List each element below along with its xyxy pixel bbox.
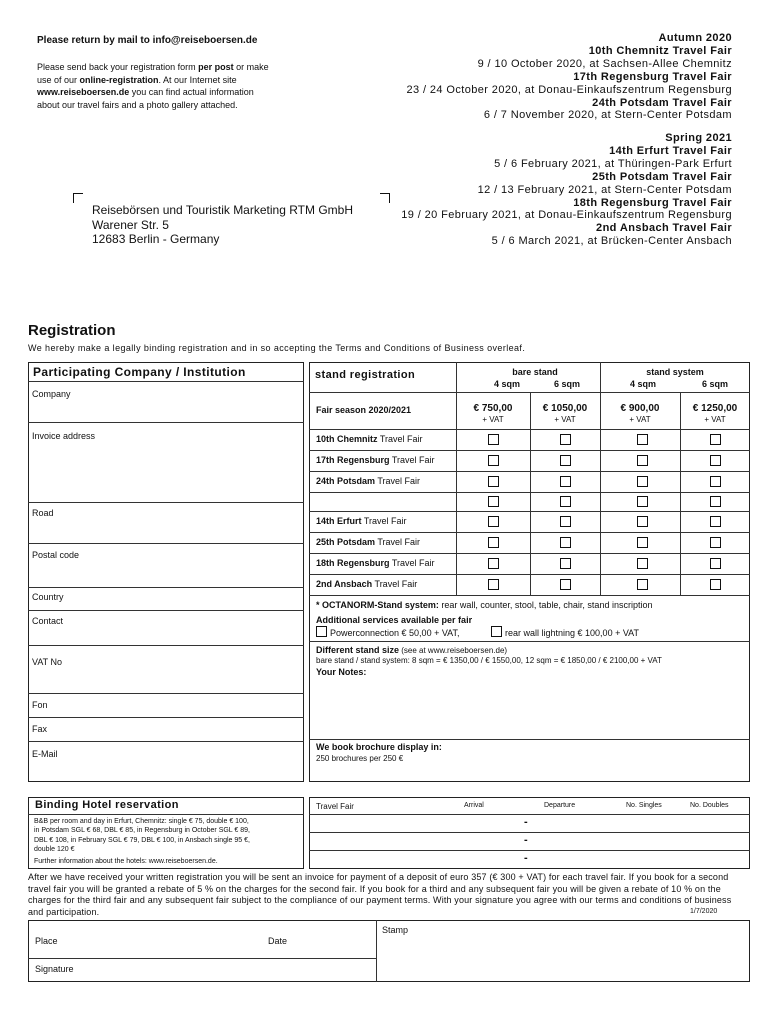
stand-checkbox[interactable] <box>710 579 721 590</box>
spring-title: Spring 2021 <box>665 132 732 144</box>
stand-checkbox[interactable] <box>710 455 721 466</box>
hotel-title: Binding Hotel reservation <box>35 799 179 811</box>
fair-season-label: Fair season 2020/2021 <box>316 405 412 415</box>
hotel-row-dash[interactable]: - <box>524 852 528 864</box>
stand-checkbox[interactable] <box>637 579 648 590</box>
stand-checkbox[interactable] <box>560 579 571 590</box>
stand-checkbox[interactable] <box>637 455 648 466</box>
fair-row-label: 24th Potsdam Travel Fair <box>316 476 421 486</box>
stand-checkbox[interactable] <box>560 455 571 466</box>
stand-checkbox[interactable] <box>488 476 499 487</box>
stand-checkbox[interactable] <box>637 434 648 445</box>
vat-no-field[interactable]: VAT No <box>32 657 63 667</box>
schedule-autumn: Autumn 2020 10th Chemnitz Travel Fair 9 / 10 October 2020, at Sachsen-Allee Chemnitz 17th Regensburg Travel Fair 23 / 24 October 2020, at Donau-Einkaufszentrum Regensburg 24th Potsdam Travel Fair 6 / 7 November 2020, at Stern-Center Potsdam <box>352 32 732 122</box>
stand-checkbox[interactable] <box>710 516 721 527</box>
stand-checkbox[interactable] <box>488 455 499 466</box>
hotel-row-dash[interactable]: - <box>524 816 528 828</box>
brochure-display-title: We book brochure display in: <box>316 742 442 752</box>
return-instruction: Please return by mail to info@reiseboersen.de <box>37 35 258 46</box>
stand-checkbox[interactable] <box>710 434 721 445</box>
window-corner-right <box>380 193 390 203</box>
road-field[interactable]: Road <box>32 508 54 518</box>
octanorm-note: * OCTANORM-Stand system: rear wall, counter, stool, table, chair, stand inscription <box>316 600 653 610</box>
rear-wall-lighting-checkbox[interactable] <box>491 626 502 637</box>
place-field[interactable]: Place <box>35 936 58 946</box>
stand-checkbox[interactable] <box>637 537 648 548</box>
fair-row-label: 14th Erfurt Travel Fair <box>316 516 407 526</box>
invoice-address-field[interactable]: Invoice address <box>32 431 96 441</box>
country-field[interactable]: Country <box>32 592 64 602</box>
stand-checkbox[interactable] <box>710 476 721 487</box>
form-date-code: 1/7/2020 <box>690 908 718 915</box>
additional-services-title: Additional services available per fair <box>316 615 473 625</box>
stand-checkbox[interactable] <box>637 496 648 507</box>
fair-row-label: 2nd Ansbach Travel Fair <box>316 579 418 589</box>
fair-row-label: 10th Chemnitz Travel Fair <box>316 434 423 444</box>
date-field[interactable]: Date <box>268 936 288 946</box>
stand-checkbox[interactable] <box>637 476 648 487</box>
price-system-6: € 1250,00 + VAT <box>692 403 738 424</box>
autumn-title: Autumn 2020 <box>658 32 732 44</box>
payment-terms-text: After we have received your written registration you will be sent an invoice for payment of a deposit of euro 357 (€ 300 + VAT) for each travel fair. If you book for a second travel fair you will be granted a rebate of 5 % on the charges for the second fair. If you book for a third and any subsequent fair you will be given a rebate of 10 % on the charges for the third fair and any subsequent fair subject to the compliance of our payment terms. With your signature you agree with our terms and conditions of business and participation. <box>28 872 732 917</box>
price-bare-4: € 750,00 + VAT <box>473 403 513 424</box>
schedule-spring: Spring 2021 14th Erfurt Travel Fair 5 / 6 February 2021, at Thüringen-Park Erfurt 25th Potsdam Travel Fair 12 / 13 February 2021, at Stern-Center Potsdam 18th Regensburg Travel Fair 19 / 20 February 2021, at Donau-Einkaufszentrum Regensburg 2nd Ansbach Travel Fair 5 / 6 March 2021, at Brücken-Center Ansbach <box>352 132 732 248</box>
stand-checkbox[interactable] <box>560 496 571 507</box>
hotel-col-doubles: No. Doubles <box>690 802 729 809</box>
company-box <box>28 362 304 782</box>
stand-checkbox[interactable] <box>637 516 648 527</box>
stand-checkbox[interactable] <box>488 496 499 507</box>
postal-code-field[interactable]: Postal code <box>32 550 80 560</box>
return-email[interactable]: info@reiseboersen.de <box>152 35 258 46</box>
fair-row-label: 25th Potsdam Travel Fair <box>316 537 421 547</box>
hotel-col-fair: Travel Fair <box>316 802 354 811</box>
fair-row-label: 17th Regensburg Travel Fair <box>316 455 435 465</box>
stand-checkbox[interactable] <box>710 558 721 569</box>
recipient-address: Reisebörsen und Touristik Marketing RTM GmbH Warener Str. 5 12683 Berlin - Germany <box>92 203 353 246</box>
stand-checkbox[interactable] <box>560 434 571 445</box>
stand-checkbox[interactable] <box>488 516 499 527</box>
bare-stand-header: bare stand <box>512 367 558 377</box>
stand-registration-title: stand registration <box>315 369 416 381</box>
stand-checkbox[interactable] <box>560 516 571 527</box>
brochure-price: 250 brochures per 250 € <box>316 754 404 763</box>
signature-field[interactable]: Signature <box>35 964 74 974</box>
stand-system-header: stand system <box>646 367 704 377</box>
hotel-table <box>309 797 750 869</box>
different-stand-size: Different stand size (see at www.reiseboersen.de) <box>316 645 508 655</box>
hotel-further-info: Further information about the hotels: www.reiseboersen.de. <box>34 858 218 865</box>
stand-checkbox[interactable] <box>710 496 721 507</box>
your-notes-field[interactable]: Your Notes: <box>316 667 367 677</box>
email-field[interactable]: E-Mail <box>32 749 58 759</box>
stand-checkbox[interactable] <box>710 537 721 548</box>
fax-field[interactable]: Fax <box>32 724 48 734</box>
different-stand-prices: bare stand / stand system: 8 sqm = € 1350,00 / € 1550,00, 12 sqm = € 1850,00 / € 2100,00 + VAT <box>316 656 662 665</box>
hotel-row-dash[interactable]: - <box>524 834 528 846</box>
fair-row-label: 18th Regensburg Travel Fair <box>316 558 435 568</box>
fon-field[interactable]: Fon <box>32 700 48 710</box>
stand-checkbox[interactable] <box>488 558 499 569</box>
registration-title: Registration <box>28 322 116 339</box>
stand-checkbox[interactable] <box>637 558 648 569</box>
power-connection-checkbox[interactable] <box>316 626 327 637</box>
stand-checkbox[interactable] <box>488 434 499 445</box>
stand-checkbox[interactable] <box>488 579 499 590</box>
hotel-col-singles: No. Singles <box>626 802 662 809</box>
stamp-field[interactable]: Stamp <box>382 925 409 935</box>
stand-checkbox[interactable] <box>560 476 571 487</box>
power-connection-option[interactable]: Powerconnection € 50,00 + VAT, <box>316 626 460 638</box>
hotel-info: B&B per room and day in Erfurt, Chemnitz: single € 75, double € 100, in Potsdam SGL € 68, DBL € 85, in Regensburg in October SGL € 89, DBL € 108, in February SGL € 79, DBL € 100, in Ansbach single 95 €, double 120 € <box>34 818 250 853</box>
hotel-col-arrival: Arrival <box>464 802 484 809</box>
hotel-col-departure: Departure <box>544 802 576 809</box>
price-system-4: € 900,00 + VAT <box>620 403 660 424</box>
price-bare-6: € 1050,00 + VAT <box>542 403 588 424</box>
window-corner-left <box>73 193 83 203</box>
registration-statement: We hereby make a legally binding registration and in so accepting the Terms and Conditions of Business overleaf. <box>28 343 526 353</box>
contact-field[interactable]: Contact <box>32 616 64 626</box>
company-box-title: Participating Company / Institution <box>33 365 246 379</box>
website-link[interactable]: www.reiseboersen.de <box>37 87 130 97</box>
stand-checkbox[interactable] <box>560 537 571 548</box>
company-field[interactable]: Company <box>32 389 71 399</box>
stand-checkbox[interactable] <box>560 558 571 569</box>
rear-wall-lighting-option[interactable]: rear wall lightning € 100,00 + VAT <box>491 626 639 638</box>
stand-checkbox[interactable] <box>488 537 499 548</box>
send-back-info: Please send back your registration form per post or make use of our online-registration. At our Internet site www.reiseboersen.de you can find actual information about our travel fairs and a photo gallery attached. <box>37 62 269 110</box>
